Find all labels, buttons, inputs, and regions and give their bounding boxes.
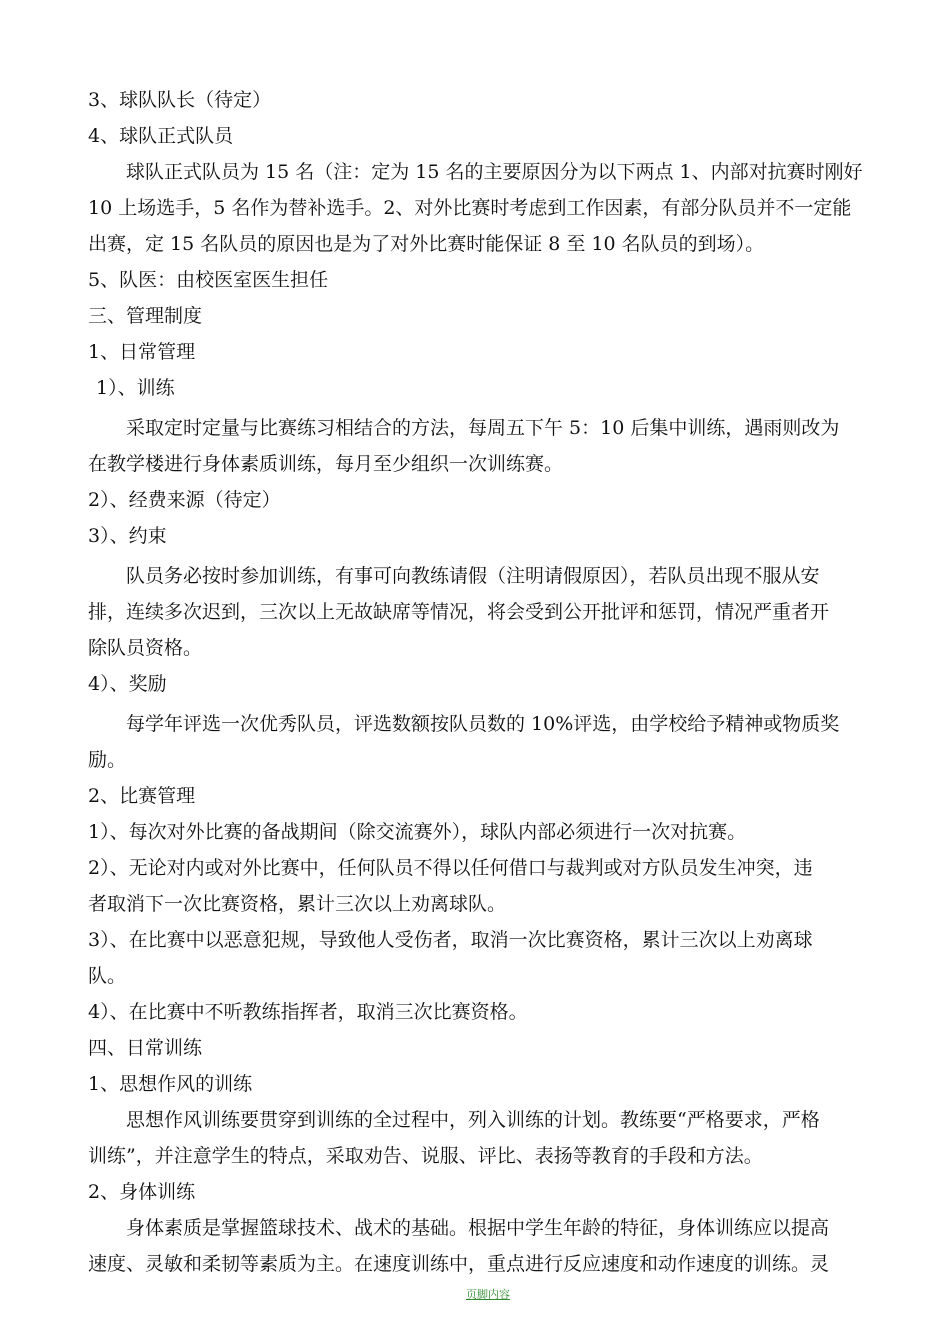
page-footer: 页脚内容 [466,1288,510,1301]
document-body [88,82,888,1282]
subheading-ideology-training: 1、思想作风的训练 [88,1073,253,1095]
item-team-captain: 3、球队队长（待定） [88,89,272,111]
item-official-players: 4、球队正式队员 [88,125,234,147]
paragraph-line: 速度、灵敏和柔韧等素质为主。在速度训练中，重点进行反应速度和动作速度的训练。灵 [88,1253,830,1275]
paragraph-line: 训练”，并注意学生的特点，采取劝告、说服、评比、表扬等教育的手段和方法。 [88,1145,763,1167]
rule-line: 3）、在比赛中以恶意犯规，导致他人受伤者，取消一次比赛资格，累计三次以上劝离球 [88,929,813,951]
paragraph-line: 身体素质是掌握篮球技术、战术的基础。根据中学生年龄的特征，身体训练应以提高 [126,1217,830,1239]
paragraph-line: 除队员资格。 [88,637,203,659]
subheading-match-management: 2、比赛管理 [88,785,196,807]
item-training: 1）、训练 [96,377,175,399]
paragraph-line: 采取定时定量与比赛练习相结合的方法，每周五下午 5：10 后集中训练，遇雨则改为 [126,417,840,439]
item-team-doctor: 5、队医：由校医室医生担任 [88,269,329,291]
rule-line: 者取消下一次比赛资格，累计三次以上劝离球队。 [88,893,507,915]
section-heading-daily-training: 四、日常训练 [88,1037,203,1059]
section-heading-management: 三、管理制度 [88,305,203,327]
subheading-physical-training: 2、身体训练 [88,1181,196,1203]
paragraph-line: 在教学楼进行身体素质训练，每月至少组织一次训练赛。 [88,453,564,475]
rule-line: 1）、每次对外比赛的备战期间（除交流赛外），球队内部必须进行一次对抗赛。 [88,821,747,843]
paragraph-line: 励。 [88,749,127,771]
paragraph-line: 出赛，定 15 名队员的原因也是为了对外比赛时能保证 8 至 10 名队员的到场）。 [88,233,765,255]
paragraph-line: 队员务必按时参加训练，有事可向教练请假（注明请假原因），若队员出现不服从安 [126,565,820,587]
rule-line: 4）、在比赛中不听教练指挥者，取消三次比赛资格。 [88,1001,528,1023]
item-funding: 2）、经费来源（待定） [88,489,281,511]
paragraph-line: 每学年评选一次优秀队员，评选数额按队员数的 10%评选，由学校给予精神或物质奖 [126,713,840,735]
item-constraints: 3）、约束 [88,525,167,547]
paragraph-line: 思想作风训练要贯穿到训练的全过程中，列入训练的计划。教练要“严格要求，严格 [126,1109,820,1131]
subheading-daily-management: 1、日常管理 [88,341,196,363]
rule-line: 队。 [88,965,127,987]
rule-line: 2）、无论对内或对外比赛中，任何队员不得以任何借口与裁判或对方队员发生冲突，违 [88,857,813,879]
paragraph-line: 10 上场选手，5 名作为替补选手。2、对外比赛时考虑到工作因素，有部分队员并不一定能 [88,197,852,219]
item-rewards: 4）、奖励 [88,673,167,695]
paragraph-line: 排，连续多次迟到，三次以上无故缺席等情况，将会受到公开批评和惩罚，情况严重者开 [88,601,830,623]
paragraph-line: 球队正式队员为 15 名（注：定为 15 名的主要原因分为以下两点 1、内部对抗赛时刚好 [126,161,863,183]
